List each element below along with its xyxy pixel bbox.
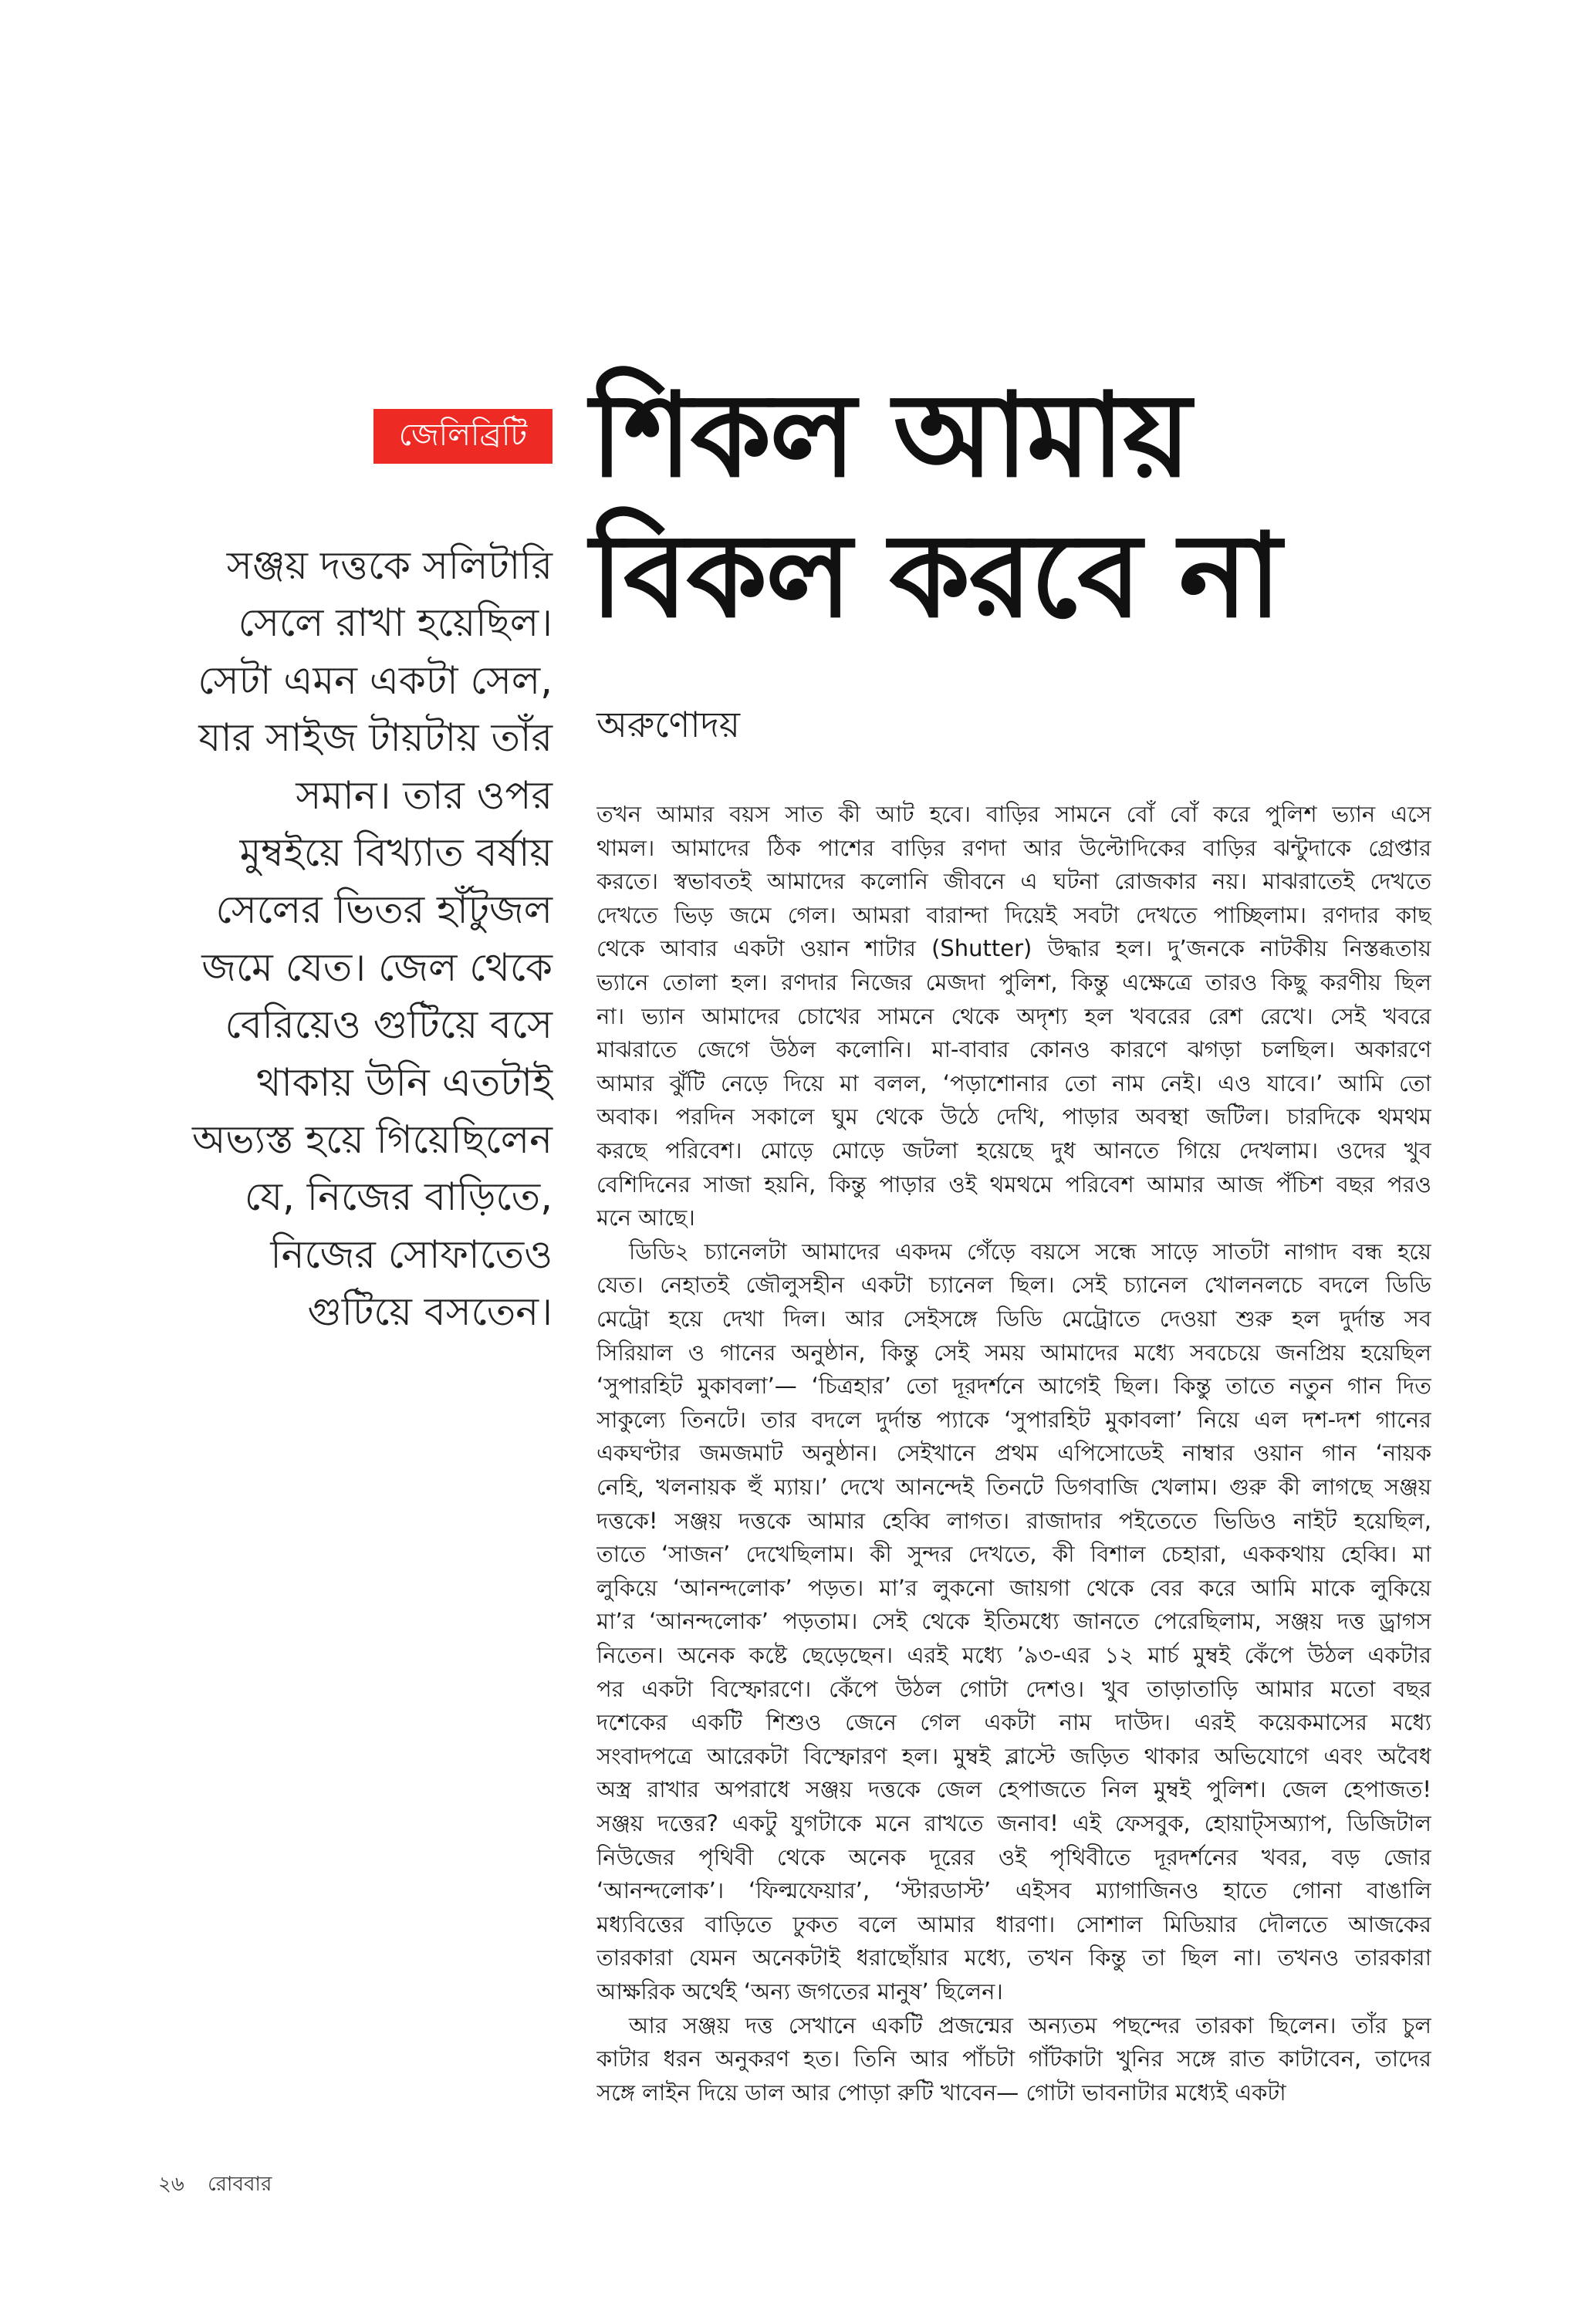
- headline-line-1: শিকল আমায়: [590, 369, 1190, 503]
- body-text-line: থামল। আমাদের ঠিক পাশের বাড়ির রণদা আর উল্টোদিকের বাড়ির ঝন্টুদাকে গ্রেপ্তার: [596, 834, 1431, 861]
- body-text-line: মাঝরাতে জেগে উঠল কলোনি। মা-বাবার কোনও কারণে ঝগড়া চলছিল। অকারণে: [596, 1036, 1431, 1063]
- pull-quote-line: সেলের ভিতর হাঁটুজল: [215, 887, 553, 933]
- body-text-line: কাটার ধরন অনুকরণ হত। তিনি আর পাঁচটা গাঁটকাটা খুনির সঙ্গে রাত কাটাবেন, তাদের: [596, 2045, 1431, 2072]
- body-text-line: মনে আছে।: [596, 1204, 695, 1231]
- pull-quote-line: যার সাইজ টায়টায় তাঁর: [198, 715, 553, 761]
- body-text-line: নেহি, খলনায়ক হুঁ ম্যায়।’ দেখে আনন্দেই তিনটে ডিগবাজি খেলাম। গুরু কী লাগছে সঞ্জয়: [596, 1474, 1431, 1500]
- publication-name: রোববার: [208, 2173, 272, 2196]
- body-text-line: যেত। নেহাতই জৌলুসহীন একটা চ্যানেল ছিল। সেই চ্যানেল খোলনলচে বদলে ডিডি: [596, 1272, 1431, 1299]
- body-text-line: আর সঞ্জয় দত্ত সেখানে একটি প্রজন্মের অন্যতম পছন্দের তারকা ছিলেন। তাঁর চুল: [629, 2012, 1431, 2039]
- pull-quote-line: অভ্যস্ত হয়ে গিয়েছিলেন: [191, 1117, 553, 1162]
- body-text-line: তাতে ‘সাজন’ দেখেছিলাম। কী সুন্দর দেখতে, কী বিশাল চেহারা, এককথায় হেব্বি। মা: [596, 1541, 1431, 1568]
- body-text-line: অস্ত্র রাখার অপরাধে সঞ্জয় দত্তকে জেল হেপাজতে নিল মুম্বই পুলিশ। জেল হেপাজত!: [596, 1776, 1431, 1803]
- pull-quote-line: গুটিয়ে বসতেন।: [307, 1289, 553, 1335]
- body-text-line: ডিডি২ চ্যানেলটা আমাদের একদম গেঁড়ে বয়সে সন্ধে সাড়ে সাতটা নাগাদ বন্ধ হয়ে: [629, 1238, 1431, 1265]
- body-text-line: সঙ্গে লাইন দিয়ে ডাল আর পোড়া রুটি খাবেন— গোটা ভাবনাটার মধ্যেই একটা: [596, 2079, 1286, 2106]
- body-text-line: সঞ্জয় দত্তের? একটু যুগটাকে মনে রাখতে জনাব! এই ফেসবুক, হোয়াট্সঅ্যাপ, ডিজিটাল: [596, 1810, 1431, 1836]
- body-text-line: তখন আমার বয়স সাত কী আট হবে। বাড়ির সামনে বোঁ বোঁ করে পুলিশ ভ্যান এসে: [596, 801, 1431, 827]
- body-text-line: মা’র ‘আনন্দলোক’ পড়তাম। সেই থেকে ইতিমধ্যে জানতে পেরেছিলাম, সঞ্জয় দত্ত ড্রাগস: [596, 1608, 1431, 1635]
- pull-quote-line: নিজের সোফাতেও: [270, 1231, 553, 1277]
- body-text-line: থেকে আবার একটা ওয়ান শাটার (Shutter) উদ্ধার হল। দু’জনকে নাটকীয় নিস্তব্ধতায়: [596, 935, 1431, 962]
- body-text-line: বেশিদিনের সাজা হয়নি, কিন্তু পাড়ার ওই থমথমে পরিবেশ আমার আজ পঁচিশ বছর পরও: [596, 1170, 1431, 1197]
- pull-quote-line: মুম্বইয়ে বিখ্যাত বর্ষায়: [239, 830, 553, 875]
- body-text-line: আমার ঝুঁটি নেড়ে দিয়ে মা বলল, ‘পড়াশোনার তো নাম নেই। এও যাবে।’ আমি তো: [596, 1069, 1431, 1096]
- body-text-line: সিরিয়াল ও গানের অনুষ্ঠান, কিন্তু সেই সময় আমাদের মধ্যে সবচেয়ে জনপ্রিয় হয়েছিল: [596, 1339, 1431, 1366]
- body-text-line: দেখতে ভিড় জমে গেল। আমরা বারান্দা দিয়েই সবটা দেখতে পাচ্ছিলাম। রণদার কাছ: [596, 901, 1431, 928]
- body-text-line: লুকিয়ে ‘আনন্দলোক’ পড়ত। মা’র লুকনো জায়গা থেকে বের করে আমি মাকে লুকিয়ে: [596, 1574, 1431, 1601]
- body-text-line: পর একটা বিস্ফোরণে। কেঁপে উঠল গোটা দেশও। খুব তাড়াতাড়ি আমার মতো বছর: [596, 1675, 1431, 1702]
- headline-line-2: বিকল করবে না: [590, 509, 1280, 643]
- body-text-line: করতে। স্বভাবতই আমাদের কলোনি জীবনে এ ঘটনা রোজকার নয়। মাঝরাতেই দেখতে: [596, 868, 1431, 895]
- body-text-line: ভ্যানে তোলা হল। রণদার নিজের মেজদা পুলিশ, কিন্তু এক্ষেত্রে তারও কিছু করণীয় ছিল: [596, 969, 1431, 995]
- body-text-line: না। ভ্যান আমাদের চোখের সামনে থেকে অদৃশ্য হল খবরের রেশ রেখে। সেই খবরে: [596, 1002, 1431, 1029]
- body-text-line: একঘণ্টার জমজমাট অনুষ্ঠান। সেইখানে প্রথম এপিসোডেই নাম্বার ওয়ান গান ‘নায়ক: [596, 1440, 1431, 1467]
- pull-quote-line: সেলে রাখা হয়েছিল।: [238, 600, 553, 646]
- body-text-line: নিতেন। অনেক কষ্টে ছেড়েছেন। এরই মধ্যে ’৯৩-এর ১২ মার্চ মুম্বই কেঁপে উঠল একটার: [596, 1642, 1431, 1668]
- pull-quote-line: জমে যেত। জেল থেকে: [201, 944, 553, 990]
- body-text-line: মেট্রো হয়ে দেখা দিল। আর সেইসঙ্গে ডিডি মেট্রোতে দেওয়া শুরু হল দুর্দান্ত সব: [596, 1306, 1431, 1332]
- body-text-line: মধ্যবিত্তের বাড়িতে ঢুকত বলে আমার ধারণা। সোশাল মিডিয়ার দৌলতে আজকের: [596, 1910, 1431, 1937]
- body-text-line: ‘আনন্দলোক’। ‘ফিল্মফেয়ার’, ‘স্টারডাস্ট’ এইসব ম্যাগাজিনও হাতে গোনা বাঙালি: [596, 1877, 1431, 1904]
- body-text-line: আক্ষরিক অর্থেই ‘অন্য জগতের মানুষ’ ছিলেন।: [596, 1978, 1003, 2005]
- page-footer: [158, 2168, 289, 2202]
- body-text-line: তারকারা যেমন অনেকটাই ধরাছোঁয়ার মধ্যে, তখন কিন্তু তা ছিল না। তখনও তারকারা: [596, 1944, 1431, 1971]
- pull-quote-line: সঞ্জয় দত্তকে সলিটারি: [226, 543, 553, 588]
- pull-quote-line: সমান। তার ওপর: [296, 772, 553, 818]
- section-tag: [373, 409, 553, 464]
- body-text-line: দশেকের একটি শিশুও জেনে গেল একটা নাম দাউদ। এরই কয়েকমাসের মধ্যে: [596, 1709, 1431, 1736]
- pull-quote-line: যে, নিজের বাড়িতে,: [244, 1174, 553, 1220]
- pull-quote-line: বেরিয়েও গুটিয়ে বসে: [225, 1002, 553, 1048]
- body-text-line: নিউজের পৃথিবী থেকে অনেক দূরের ওই পৃথিবীতে দূরদর্শনের খবর, বড় জোর: [596, 1843, 1431, 1870]
- body-text-line: সাকুল্যে তিনটে। তার বদলে দুর্দান্ত প্যাকে ‘সুপারহিট মুকাবলা’ নিয়ে এল দশ-দশ গানের: [596, 1406, 1431, 1433]
- body-text-line: করছে পরিবেশ। মোড়ে মোড়ে জটলা হয়েছে দুধ আনতে গিয়ে দেখলাম। ওদের খুব: [596, 1137, 1431, 1164]
- body-text-line: সংবাদপত্রে আরেকটা বিস্ফোরণ হল। মুম্বই ব্লাস্টে জড়িত থাকার অভিযোগে এবং অবৈধ: [596, 1742, 1431, 1769]
- body-text-line: দত্তকে! সঞ্জয় দত্তকে আমার হেব্বি লাগত। রাজাদার পইতেতে ভিডিও নাইট হয়েছিল,: [596, 1507, 1431, 1534]
- pull-quote-line: সেটা এমন একটা সেল,: [198, 657, 553, 703]
- page-number: ২৬: [158, 2173, 184, 2196]
- pull-quote-line: থাকায় উনি এতটাই: [256, 1059, 553, 1105]
- byline: অরুণোদয়: [596, 704, 741, 745]
- section-tag-label: জেলিব্রিটি: [398, 417, 528, 453]
- body-text-line: অবাক। পরদিন সকালে ঘুম থেকে উঠে দেখি, পাড়ার অবস্থা জটিল। চারদিকে থমথম: [596, 1103, 1431, 1130]
- body-text-line: ‘সুপারহিট মুকাবলা’— ‘চিত্রহার’ তো দূরদর্শনে আগেই ছিল। কিন্তু তাতে নতুন গান দিত: [596, 1373, 1431, 1400]
